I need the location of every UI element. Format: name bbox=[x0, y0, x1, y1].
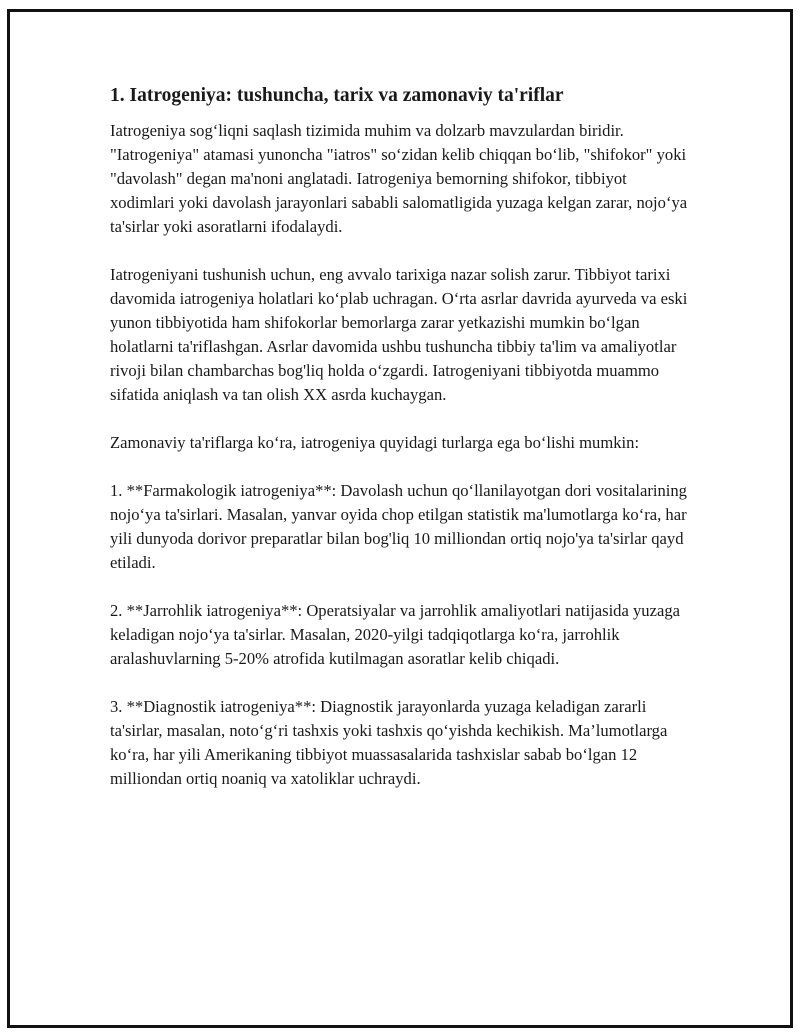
list-item-pharmacological: 1. **Farmakologik iatrogeniya**: Davolash uchun qo‘llanilayotgan dori vositalarining nojo‘ya ta'sirlari. Masalan, yanvar oyida chop etilgan statistik ma'lumotlarga ko‘ra, har yili dunyoda dorivor preparatlar bilan bog'liq 10 milliondan ortiq nojo'ya ta'sirlar qayd etiladi. bbox=[110, 481, 687, 572]
paragraph-definition: Iatrogeniya sog‘liqni saqlash tizimida muhim va dolzarb mavzulardan biridir. "Iatrogeniya" atamasi yunoncha "iatros" so‘zidan kelib chiqqan bo‘lib, "shifokor" yoki "davolash" degan ma'noni anglatadi. Iatrogeniya bemorning shifokor, tibbiyot xodimlari yoki davolash jarayonlari sababli salomatligida yuzaga kelgan zarar, nojo‘ya ta'sirlar yoki asoratlarni ifodalaydi. bbox=[110, 121, 688, 236]
section-title: 1. Iatrogeniya: tushuncha, tarix va zamonaviy ta'riflar bbox=[110, 85, 564, 106]
document-body bbox=[110, 84, 690, 815]
list-item-surgical: 2. **Jarrohlik iatrogeniya**: Operatsiyalar va jarrohlik amaliyotlari natijasida yuzaga keladigan nojo‘ya ta'sirlar. Masalan, 2020-yilgi tadqiqotlarga ko‘ra, jarrohlik aralashuvlarning 5-20% atrofida kutilmagan asoratlar kelib chiqadi. bbox=[110, 601, 680, 668]
list-item-diagnostic: 3. **Diagnostik iatrogeniya**: Diagnostik jarayonlarda yuzaga keladigan zararli ta'sirlar, masalan, noto‘g‘ri tashxis yoki tashxis qo‘yishda kechikish. Ma’lumotlarga ko‘ra, har yili Amerikaning tibbiyot muassasalarida tashxislar sabab bo‘lgan 12 milliondan ortiq noaniq va xatoliklar uchraydi. bbox=[110, 697, 668, 788]
paragraph-types-intro: Zamonaviy ta'riflarga ko‘ra, iatrogeniya quyidagi turlarga ega bo‘lishi mumkin: bbox=[110, 433, 640, 452]
paragraph-history: Iatrogeniyani tushunish uchun, eng avvalo tarixiga nazar solish zarur. Tibbiyot tarixi davomida iatrogeniya holatlari ko‘plab uchragan. O‘rta asrlar davrida ayurveda va eski yunon tibbiyotida ham shifokorlar bemorlarga zarar yetkazishi mumkin bo‘lgan holatlarni ta'riflashgan. Asrlar davomida ushbu tushuncha tibbiy ta'lim va amaliyotlar rivoji bilan chambarchas bog'liq holda o‘zgardi. Iatrogeniyani tibbiyotda muammo sifatida aniqlash va tan olish XX asrda kuchaygan. bbox=[110, 265, 688, 404]
